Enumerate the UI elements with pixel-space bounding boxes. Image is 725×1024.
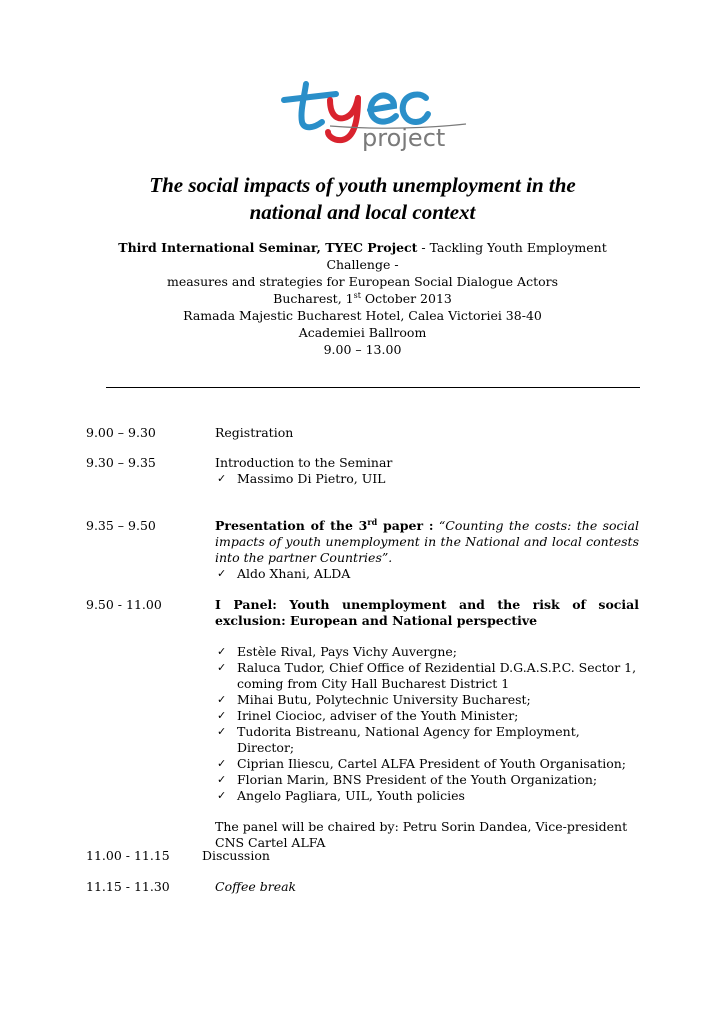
list-item [215,788,639,804]
subtitle-rest-line-1: - Tackling Youth Employment Challenge - [326,240,607,272]
list-item [215,566,639,582]
venue-date [100,290,625,307]
agenda-time: 9.35 – 9.50 [86,518,156,533]
check-icon: ✓ [217,789,227,802]
list-item [215,708,639,724]
check-icon: ✓ [217,709,227,722]
presentation-description [215,518,639,566]
speaker-name: Massimo Di Pietro, UIL [237,471,386,486]
list-item [215,692,639,708]
check-icon: ✓ [217,472,227,485]
list-item [215,660,639,692]
speaker-name: Irinel Ciocioc, adviser of the Youth Minister; [237,708,519,723]
list-item [215,772,639,788]
list-item [215,644,639,660]
subtitle-line-2: measures and strategies for European Social Dialogue Actors [166,274,559,289]
speaker-name: Raluca Tudor, Chief Office of Rezidential D.G.A.S.P.C. Sector 1, coming from City Hall Bucharest District 1 [237,660,637,691]
subtitle-seminar-name: Third International Seminar, TYEC Project [118,240,418,255]
speaker-name: Tudorita Bistreanu, National Agency for Employment, Director; [237,724,580,755]
logo-project-text: project [362,124,446,152]
title-line-2: national and local context [249,200,476,224]
speaker-name: Mihai Butu, Polytechnic University Bucharest; [237,692,531,707]
venue-hours: 9.00 – 13.00 [323,342,402,357]
list-item [215,471,639,487]
check-icon: ✓ [217,693,227,706]
presentation-label [215,518,433,533]
speaker-name: Aldo Xhani, ALDA [237,566,351,581]
tyec-project-logo [270,78,470,156]
document-title [60,172,665,226]
check-icon: ✓ [217,661,227,674]
agenda-label: Coffee break [215,879,297,894]
horizontal-divider [106,387,640,388]
check-icon: ✓ [217,725,227,738]
agenda-time: 11.00 - 11.15 [86,848,170,863]
check-icon: ✓ [217,567,227,580]
venue-room: Academiei Ballroom [298,325,427,340]
seminar-subtitle [100,239,625,290]
speaker-list [215,644,639,804]
speaker-list [215,566,639,582]
agenda-label: Registration [215,425,294,440]
check-icon: ✓ [217,773,227,786]
agenda-time: 11.15 - 11.30 [86,879,170,894]
presentation-label-prefix: Presentation of the 3 [215,518,368,533]
speaker-name: Ciprian Iliescu, Cartel ALFA President of Youth Organisation; [237,756,627,771]
paper-title: “Counting the costs: the social impacts of youth unemployment in the National and local contests into the partner Countries”. [215,518,639,565]
agenda-time: 9.50 - 11.00 [86,597,162,612]
agenda-label: Discussion [202,848,270,863]
date-prefix: Bucharest, 1 [273,291,354,306]
panel-title: I Panel: Youth unemployment and the risk of social exclusion: European and National perspective [215,597,639,628]
agenda-time: 9.30 – 9.35 [86,455,156,470]
venue-block [100,290,625,358]
speaker-name: Florian Marin, BNS President of the Youth Organization; [237,772,598,787]
list-item [215,724,639,756]
check-icon: ✓ [217,757,227,770]
title-line-1: The social impacts of youth unemployment in the [149,173,576,197]
presentation-ordinal: rd [367,516,378,527]
agenda-label: Introduction to the Seminar [215,455,393,470]
speaker-list [215,471,639,487]
speaker-name: Angelo Pagliara, UIL, Youth policies [237,788,465,803]
presentation-label-suffix: paper : [377,518,434,533]
venue-hotel: Ramada Majestic Bucharest Hotel, Calea Victoriei 38-40 [183,308,542,323]
panel-chair: The panel will be chaired by: Petru Sorin Dandea, Vice-president CNS Cartel ALFA [215,819,628,850]
check-icon: ✓ [217,645,227,658]
agenda-time: 9.00 – 9.30 [86,425,156,440]
list-item [215,756,639,772]
date-suffix: October 2013 [360,291,452,306]
date-ordinal: st [353,290,361,300]
speaker-name: Estèle Rival, Pays Vichy Auvergne; [237,644,458,659]
